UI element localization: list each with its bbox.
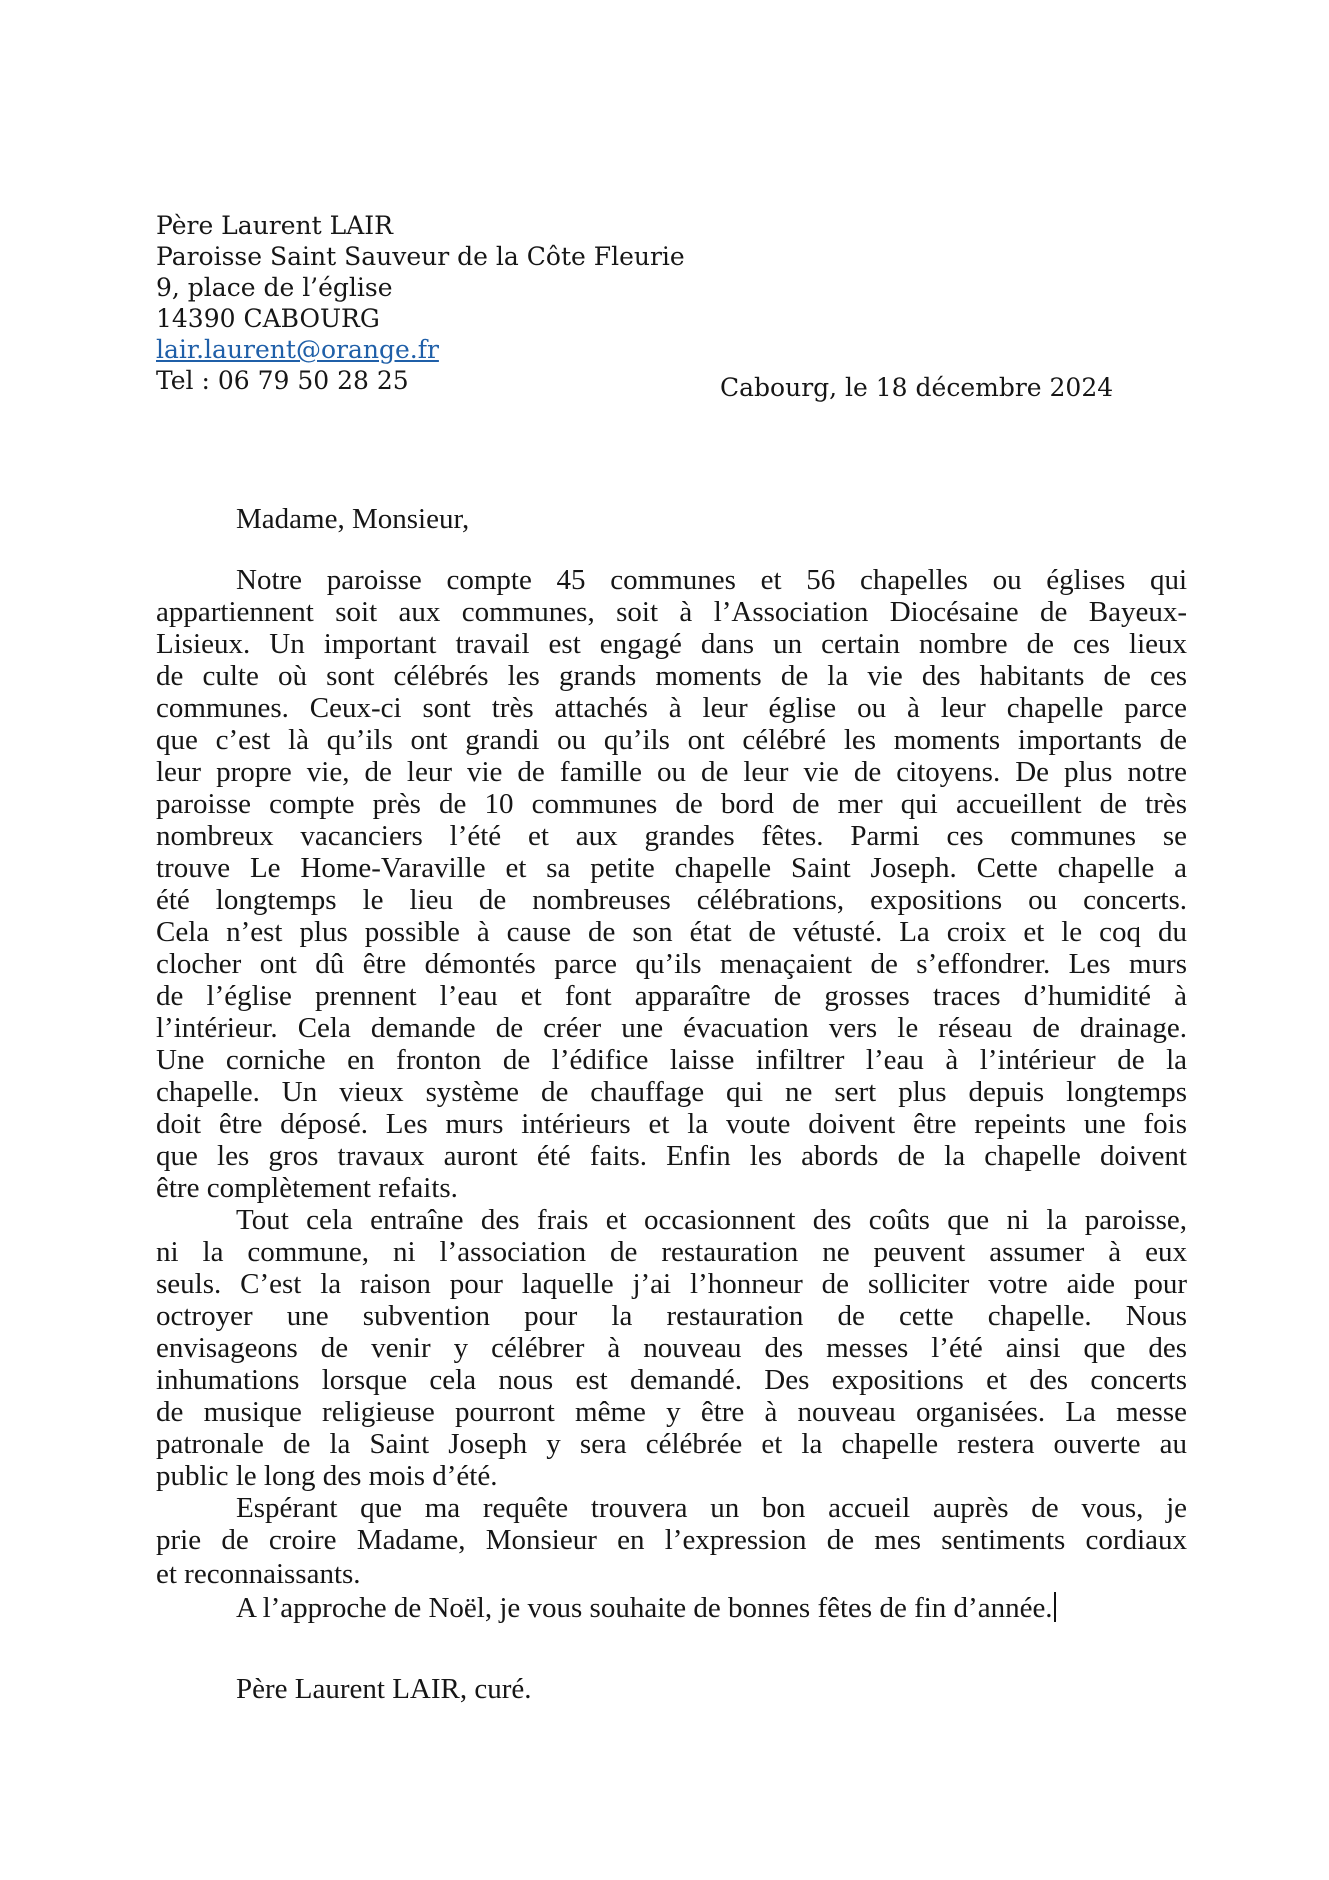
body-line: de culte où sont célébrés les grands moments de la vie des habitants de ces: [156, 660, 1187, 692]
body-line: appartiennent soit aux communes, soit à l’Association Diocésaine de Bayeux-: [156, 596, 1187, 628]
body-line: paroisse compte près de 10 communes de bord de mer qui accueillent de très: [156, 788, 1187, 820]
salutation: Madame, Monsieur,: [236, 503, 470, 535]
body-line: que les gros travaux auront été faits. Enfin les abords de la chapelle doivent: [156, 1140, 1187, 1172]
body-line: et reconnaissants.: [156, 1558, 361, 1590]
sender-city: 14390 CABOURG: [156, 304, 380, 333]
sender-address: 9, place de l’église: [156, 273, 393, 302]
sender-phone: Tel : 06 79 50 28 25: [156, 366, 409, 395]
sender-email-link[interactable]: lair.laurent@orange.fr: [156, 335, 439, 364]
body-line: doit être déposé. Les murs intérieurs et la voute doivent être repeints une fois: [156, 1108, 1187, 1140]
date-line: Cabourg, le 18 décembre 2024: [720, 373, 1114, 402]
body-line: communes. Ceux-ci sont très attachés à leur église ou à leur chapelle parce: [156, 692, 1187, 724]
body-line: que c’est là qu’ils ont grandi ou qu’ils ont célébré les moments importants de: [156, 724, 1187, 756]
body-line: de l’église prennent l’eau et font apparaître de grosses traces d’humidité à: [156, 980, 1187, 1012]
sender-name: Père Laurent LAIR: [156, 211, 393, 240]
body-line: de musique religieuse pourront même y être à nouveau organisées. La messe: [156, 1396, 1187, 1428]
body-line: être complètement refaits.: [156, 1172, 458, 1204]
body-line: clocher ont dû être démontés parce qu’ils menaçaient de s’effondrer. Les murs: [156, 948, 1187, 980]
body-line: trouve Le Home-Varaville et sa petite chapelle Saint Joseph. Cette chapelle a: [156, 852, 1187, 884]
body-line: chapelle. Un vieux système de chauffage qui ne sert plus depuis longtemps: [156, 1076, 1187, 1108]
body-line: été longtemps le lieu de nombreuses célébrations, expositions ou concerts.: [156, 884, 1187, 916]
body-line: Espérant que ma requête trouvera un bon accueil auprès de vous, je: [236, 1492, 1187, 1524]
body-line: octroyer une subvention pour la restauration de cette chapelle. Nous: [156, 1300, 1187, 1332]
body-line: patronale de la Saint Joseph y sera célébrée et la chapelle restera ouverte au: [156, 1428, 1187, 1460]
sender-block: [156, 210, 685, 396]
body-line: ni la commune, ni l’association de restauration ne peuvent assumer à eux: [156, 1236, 1187, 1268]
body-line: prie de croire Madame, Monsieur en l’expression de mes sentiments cordiaux: [156, 1524, 1187, 1556]
body-line: nombreux vacanciers l’été et aux grandes fêtes. Parmi ces communes se: [156, 820, 1187, 852]
body-line: leur propre vie, de leur vie de famille ou de leur vie de citoyens. De plus notre: [156, 756, 1187, 788]
text-cursor: [1054, 1592, 1056, 1622]
body-line: seuls. C’est la raison pour laquelle j’ai l’honneur de solliciter votre aide pour: [156, 1268, 1187, 1300]
body-line: Tout cela entraîne des frais et occasionnent des coûts que ni la paroisse,: [236, 1204, 1187, 1236]
body-line: inhumations lorsque cela nous est demandé. Des expositions et des concerts: [156, 1364, 1187, 1396]
body-line: Une corniche en fronton de l’édifice laisse infiltrer l’eau à l’intérieur de la: [156, 1044, 1187, 1076]
body-line: envisageons de venir y célébrer à nouveau des messes l’été ainsi que des: [156, 1332, 1187, 1364]
signature: Père Laurent LAIR, curé.: [236, 1673, 532, 1705]
body-line: l’intérieur. Cela demande de créer une évacuation vers le réseau de drainage.: [156, 1012, 1187, 1044]
closing-line: A l’approche de Noël, je vous souhaite de bonnes fêtes de fin d’année.: [156, 1591, 1187, 1625]
body-line: Lisieux. Un important travail est engagé dans un certain nombre de ces lieux: [156, 628, 1187, 660]
sender-parish: Paroisse Saint Sauveur de la Côte Fleurie: [156, 242, 685, 271]
body-line: public le long des mois d’été.: [156, 1460, 498, 1492]
body-line: Notre paroisse compte 45 communes et 56 chapelles ou églises qui: [236, 564, 1187, 596]
body-line: Cela n’est plus possible à cause de son état de vétusté. La croix et le coq du: [156, 916, 1187, 948]
